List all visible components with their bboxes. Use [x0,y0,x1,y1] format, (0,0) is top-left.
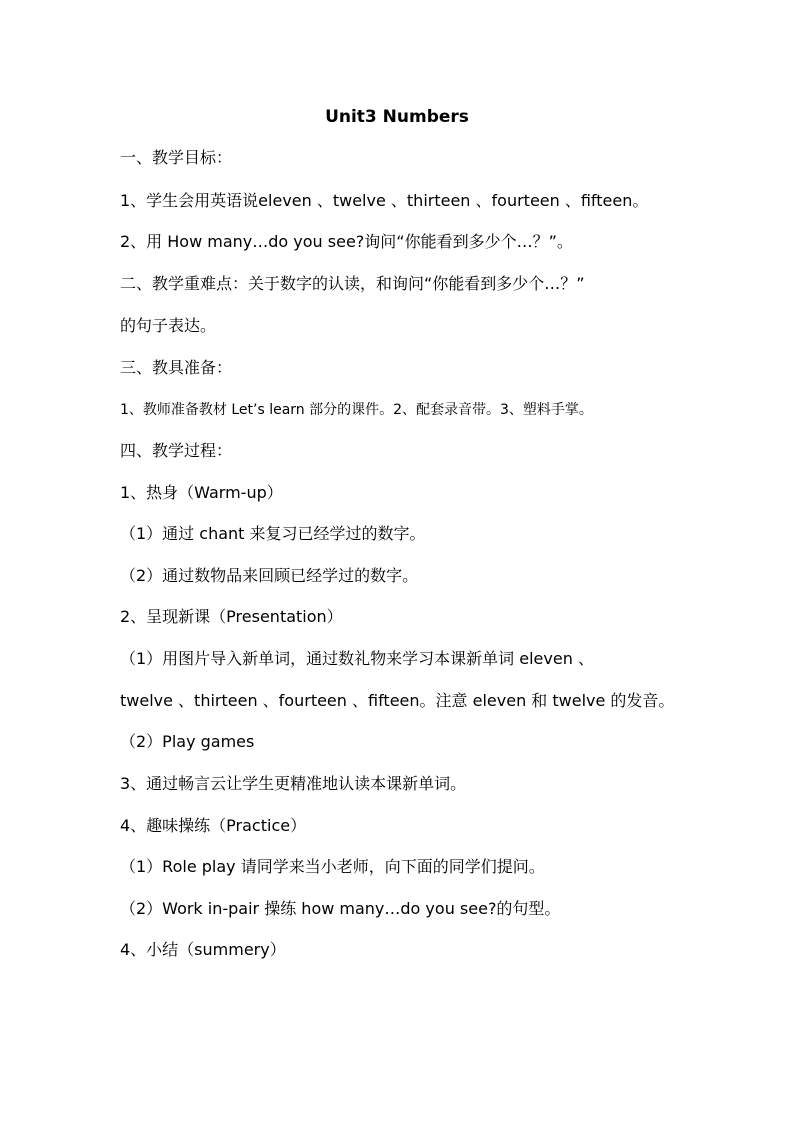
materials-list: 1、教师准备教材 Let’s learn 部分的课件。2、配套录音带。3、塑料手掌。 [120,402,593,418]
section-heading-key-points: 二、教学重难点：关于数字的认读，和询问“你能看到多少个…？” [120,274,585,293]
warm-up-item-2: （2）通过数物品来回顾已经学过的数字。 [120,566,419,585]
warm-up-item-1: （1）通过 chant 来复习已经学过的数字。 [120,524,426,543]
section-heading-process: 四、教学过程： [120,441,233,460]
document-title: Unit3 Numbers [325,107,469,127]
presentation-item-1-continuation: twelve 、thirteen 、fourteen 、fifteen。注意 eleven 和 twelve 的发音。 [120,691,675,710]
process-step-3: 3、通过畅言云让学生更精准地认读本课新单词。 [120,774,467,793]
practice-item-1: （1）Role play 请同学来当小老师，向下面的同学们提问。 [120,857,545,876]
section-heading-materials: 三、教具准备： [120,358,233,377]
presentation-item-1: （1）用图片导入新单词，通过数礼物来学习本课新单词 eleven 、 [120,649,594,668]
practice-item-2: （2）Work in-pair 操练 how many…do you see?的句型。 [120,899,561,918]
objective-item-1: 1、学生会用英语说eleven 、twelve 、thirteen 、fourteen 、fifteen。 [120,191,649,210]
process-step-practice: 4、趣味操练（Practice） [120,816,307,835]
key-points-continuation: 的句子表达。 [120,316,217,335]
process-step-warm-up: 1、热身（Warm-up） [120,483,283,502]
objective-item-2: 2、用 How many…do you see?询问“你能看到多少个…？”。 [120,232,573,251]
presentation-item-2: （2）Play games [120,732,255,751]
process-step-summary: 4、小结（summery） [120,940,286,959]
process-step-presentation: 2、呈现新课（Presentation） [120,607,343,626]
section-heading-objectives: 一、教学目标： [120,148,233,167]
